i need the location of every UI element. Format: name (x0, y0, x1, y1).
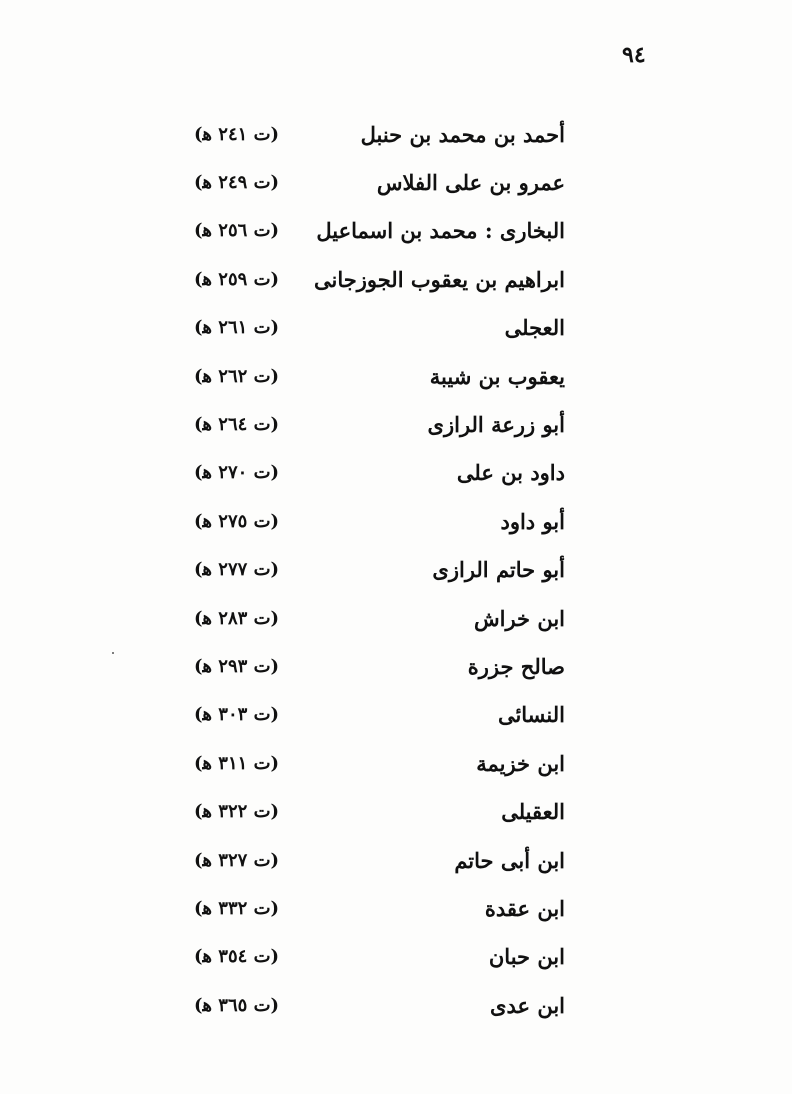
scholar-name: العجلى (504, 315, 565, 341)
death-date: (ت ٣٣٢ ﻫ) (194, 897, 280, 919)
list-item (180, 400, 565, 448)
scholar-name: ابن أبى حاتم (454, 847, 565, 873)
list-item (180, 449, 565, 497)
scholar-name: ابن عقدة (484, 895, 565, 921)
scholar-name: يعقوب بن شيبة (429, 363, 565, 389)
list-item (180, 255, 565, 303)
death-date: (ت ٢٩٣ ﻫ) (194, 655, 280, 677)
scan-speck (112, 652, 114, 654)
scholar-list (180, 110, 565, 1029)
death-date: (ت ٢٧٧ ﻫ) (194, 559, 280, 581)
scholar-name: ابن حبان (488, 944, 565, 970)
scholar-name: ابراهيم بن يعقوب الجوزجانى (314, 266, 565, 292)
death-date: (ت ٣٠٣ ﻫ) (194, 704, 280, 726)
scholar-name: ابن خراش (473, 605, 565, 631)
list-item (180, 352, 565, 400)
death-date: (ت ٢٦٤ ﻫ) (194, 414, 280, 436)
death-date: (ت ٢٦١ ﻫ) (194, 317, 280, 339)
death-date: (ت ٣٥٤ ﻫ) (194, 946, 280, 968)
scholar-name: العقيلى (501, 799, 565, 825)
scholar-name: أحمد بن محمد بن حنبل (360, 121, 565, 147)
list-item (180, 739, 565, 787)
death-date: (ت ٢٨٣ ﻫ) (194, 607, 280, 629)
death-date: (ت ٣١١ ﻫ) (194, 752, 280, 774)
list-item (180, 884, 565, 932)
death-date: (ت ٢٥٩ ﻫ) (194, 268, 280, 290)
death-date: (ت ٢٧٥ ﻫ) (194, 510, 280, 532)
scholar-name: البخارى : محمد بن اسماعيل (316, 218, 565, 244)
death-date: (ت ٣٦٥ ﻫ) (194, 994, 280, 1016)
death-date: (ت ٣٢٢ ﻫ) (194, 801, 280, 823)
list-item (180, 594, 565, 642)
death-date: (ت ٢٧٠ ﻫ) (194, 462, 280, 484)
page-number: ٩٤ (622, 42, 646, 68)
death-date: (ت ٢٦٢ ﻫ) (194, 365, 280, 387)
list-item (180, 304, 565, 352)
list-item (180, 836, 565, 884)
scholar-name: أبو حاتم الرازى (432, 557, 565, 583)
scholar-name: صالح جزرة (467, 653, 565, 679)
death-date: (ت ٣٢٧ ﻫ) (194, 849, 280, 871)
scholar-name: داود بن على (456, 460, 565, 486)
scholar-name: النسائى (497, 702, 565, 728)
list-item (180, 787, 565, 835)
death-date: (ت ٢٥٦ ﻫ) (194, 220, 280, 242)
list-item (180, 207, 565, 255)
death-date: (ت ٢٤٩ ﻫ) (194, 172, 280, 194)
list-item (180, 110, 565, 158)
list-item (180, 933, 565, 981)
list-item (180, 691, 565, 739)
list-item (180, 546, 565, 594)
death-date: (ت ٢٤١ ﻫ) (194, 123, 280, 145)
scholar-name: ابن عدى (490, 992, 565, 1018)
scholar-name: أبو داود (500, 508, 565, 534)
list-item (180, 981, 565, 1029)
scholar-name: أبو زرعة الرازى (427, 412, 565, 438)
scholar-name: عمرو بن على الفلاس (376, 170, 565, 196)
list-item (180, 497, 565, 545)
list-item (180, 642, 565, 690)
list-item (180, 158, 565, 206)
scholar-name: ابن خزيمة (476, 750, 565, 776)
